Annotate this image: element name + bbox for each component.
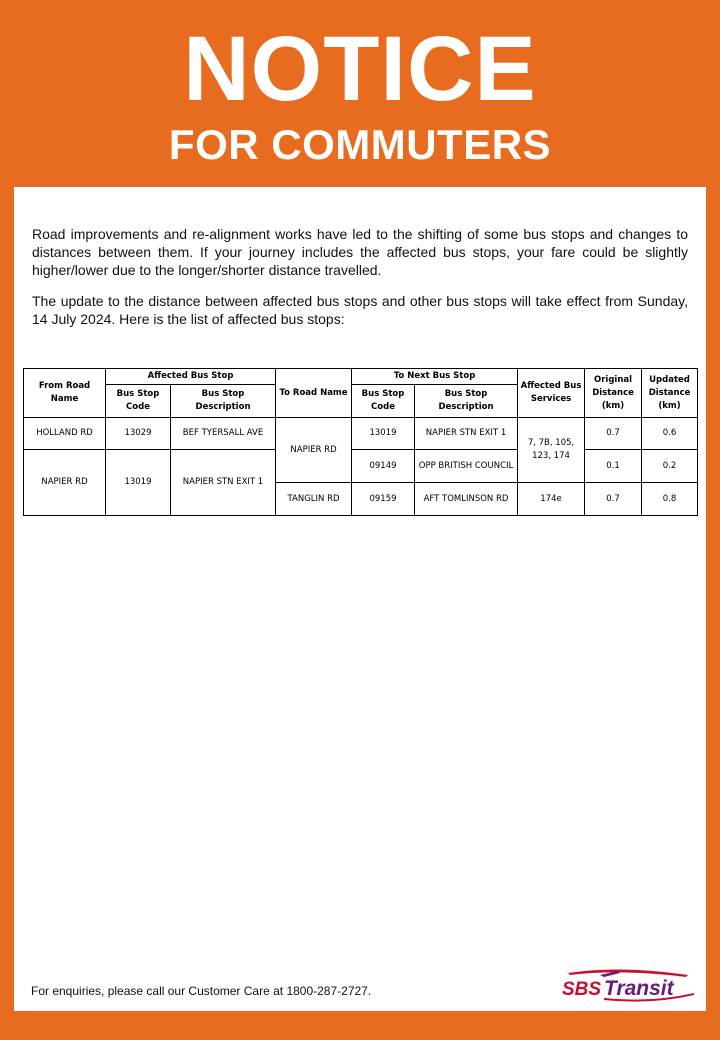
col-next-desc: Bus Stop Description bbox=[415, 385, 518, 418]
notice-panel bbox=[14, 187, 706, 1011]
cell-next-code: 09159 bbox=[352, 483, 415, 516]
cell-next-desc: OPP BRITISH COUNCIL bbox=[415, 450, 518, 483]
col-to-road: To Road Name bbox=[276, 369, 352, 418]
cell-services: 174e bbox=[518, 483, 585, 516]
table-row bbox=[24, 450, 698, 483]
cell-code: 13029 bbox=[106, 418, 171, 450]
cell-desc: BEF TYERSALL AVE bbox=[171, 418, 276, 450]
cell-next-code: 09149 bbox=[352, 450, 415, 483]
col-original-distance: Original Distance (km) bbox=[585, 369, 642, 418]
col-next-group: To Next Bus Stop bbox=[352, 369, 518, 385]
svg-text:Transit: Transit bbox=[604, 977, 674, 1000]
cell-code: 13019 bbox=[106, 450, 171, 516]
cell-original: 0.7 bbox=[585, 483, 642, 516]
cell-next-code: 13019 bbox=[352, 418, 415, 450]
notice-title: NOTICE bbox=[183, 18, 537, 120]
sbs-transit-logo bbox=[560, 965, 700, 1005]
cell-updated: 0.6 bbox=[642, 418, 698, 450]
cell-desc: NAPIER STN EXIT 1 bbox=[171, 450, 276, 516]
table-row bbox=[24, 418, 698, 450]
col-affected-code: Bus Stop Code bbox=[106, 385, 171, 418]
svg-text:SBS: SBS bbox=[562, 979, 602, 1000]
cell-from-road: NAPIER RD bbox=[24, 450, 106, 516]
cell-updated: 0.8 bbox=[642, 483, 698, 516]
enquiry-text: For enquiries, please call our Customer Care at 1800-287-2727. bbox=[31, 984, 372, 998]
cell-next-desc: NAPIER STN EXIT 1 bbox=[415, 418, 518, 450]
effective-date-paragraph: The update to the distance between affected bus stops and other bus stops will take effect from Sunday, 14 July 2024. Here is the list of affected bus stops: bbox=[32, 293, 688, 327]
affected-bus-stops-table bbox=[23, 368, 698, 516]
cell-from-road: HOLLAND RD bbox=[24, 418, 106, 450]
cell-services: 7, 7B, 105, 123, 174 bbox=[518, 418, 585, 483]
col-updated-distance: Updated Distance (km) bbox=[642, 369, 698, 418]
col-services: Affected Bus Services bbox=[518, 369, 585, 418]
col-affected-group: Affected Bus Stop bbox=[106, 369, 276, 385]
notice-header bbox=[0, 0, 720, 186]
cell-next-desc: AFT TOMLINSON RD bbox=[415, 483, 518, 516]
cell-to-road: NAPIER RD bbox=[276, 418, 352, 483]
cell-original: 0.1 bbox=[585, 450, 642, 483]
intro-paragraph: Road improvements and re-alignment works have led to the shifting of some bus stops and changes to distances between them. If your journey includes the affected bus stops, your fare could be slightly higher/lower due to the longer/shorter distance travelled. bbox=[32, 226, 688, 278]
cell-updated: 0.2 bbox=[642, 450, 698, 483]
cell-original: 0.7 bbox=[585, 418, 642, 450]
cell-to-road: TANGLIN RD bbox=[276, 483, 352, 516]
col-affected-desc: Bus Stop Description bbox=[171, 385, 276, 418]
col-next-code: Bus Stop Code bbox=[352, 385, 415, 418]
col-from-road: From Road Name bbox=[24, 369, 106, 418]
notice-subtitle: FOR COMMUTERS bbox=[168, 121, 552, 168]
